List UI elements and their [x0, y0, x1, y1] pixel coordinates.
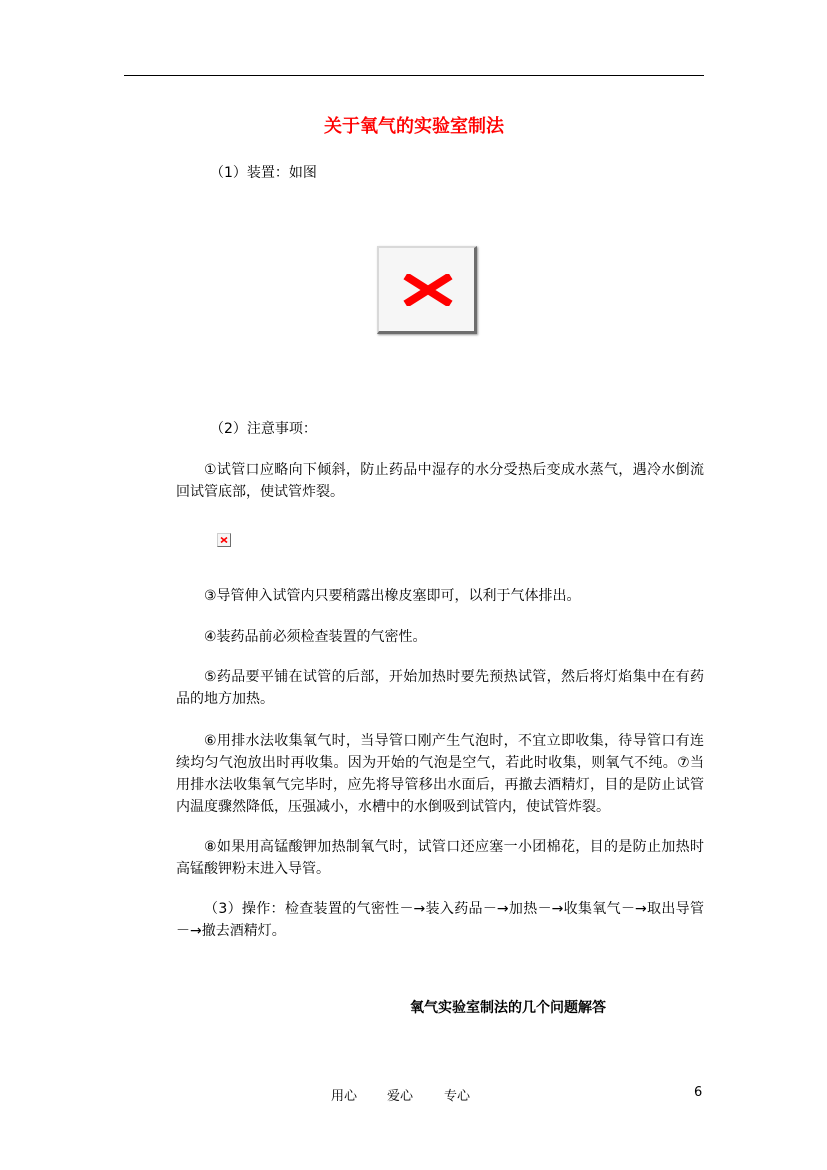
note-8: ⑧如果用高锰酸钾加热制氧气时，试管口还应塞一小团棉花，目的是防止加热时高锰酸钾粉末进入导管。	[176, 839, 704, 877]
red-x-icon	[403, 274, 453, 306]
red-x-icon	[220, 537, 228, 543]
footer-item-3: 专心	[444, 1089, 471, 1104]
broken-image-icon	[377, 246, 477, 334]
section-2-label: （2）注意事项：	[210, 421, 317, 437]
section-1-label: （1）装置：如图	[210, 165, 317, 181]
note-5: ⑤药品要平铺在试管的后部，开始加热时要先预热试管，然后将灯焰集中在有药品的地方加热。	[176, 669, 704, 707]
header-rule	[124, 75, 704, 76]
footer-item-1: 用心	[331, 1089, 358, 1104]
page-number: 6	[694, 1085, 703, 1100]
operation-steps: （3）操作：检查装置的气密性－→装入药品－→加热－→收集氧气－→取出导管－→撤去酒精灯。	[176, 901, 704, 939]
page-title: 关于氧气的实验室制法	[324, 116, 504, 137]
note-4: ④装药品前必须检查装置的气密性。	[204, 629, 427, 645]
note-6-7: ⑥用排水法收集氧气时，当导管口刚产生气泡时，不宜立即收集，待导管口有连续均匀气泡放出时再收集。因为开始的气泡是空气，若此时收集，则氧气不纯。⑦当用排水法收集氧气完毕时，应先将导管移出水面后，再撤去酒精灯，目的是防止试管内温度骤然降低，压强减小，水槽中的水倒吸到试管内，使试管炸裂。	[176, 733, 704, 815]
broken-image-icon-small	[217, 533, 231, 547]
footer-item-2: 爱心	[387, 1089, 414, 1104]
note-1: ①试管口应略向下倾斜，防止药品中湿存的水分受热后变成水蒸气，遇冷水倒流回试管底部，使试管炸裂。	[176, 462, 704, 500]
note-3: ③导管伸入试管内只要稍露出橡皮塞即可，以利于气体排出。	[204, 588, 581, 604]
section-subheading: 氧气实验室制法的几个问题解答	[410, 1000, 606, 1016]
